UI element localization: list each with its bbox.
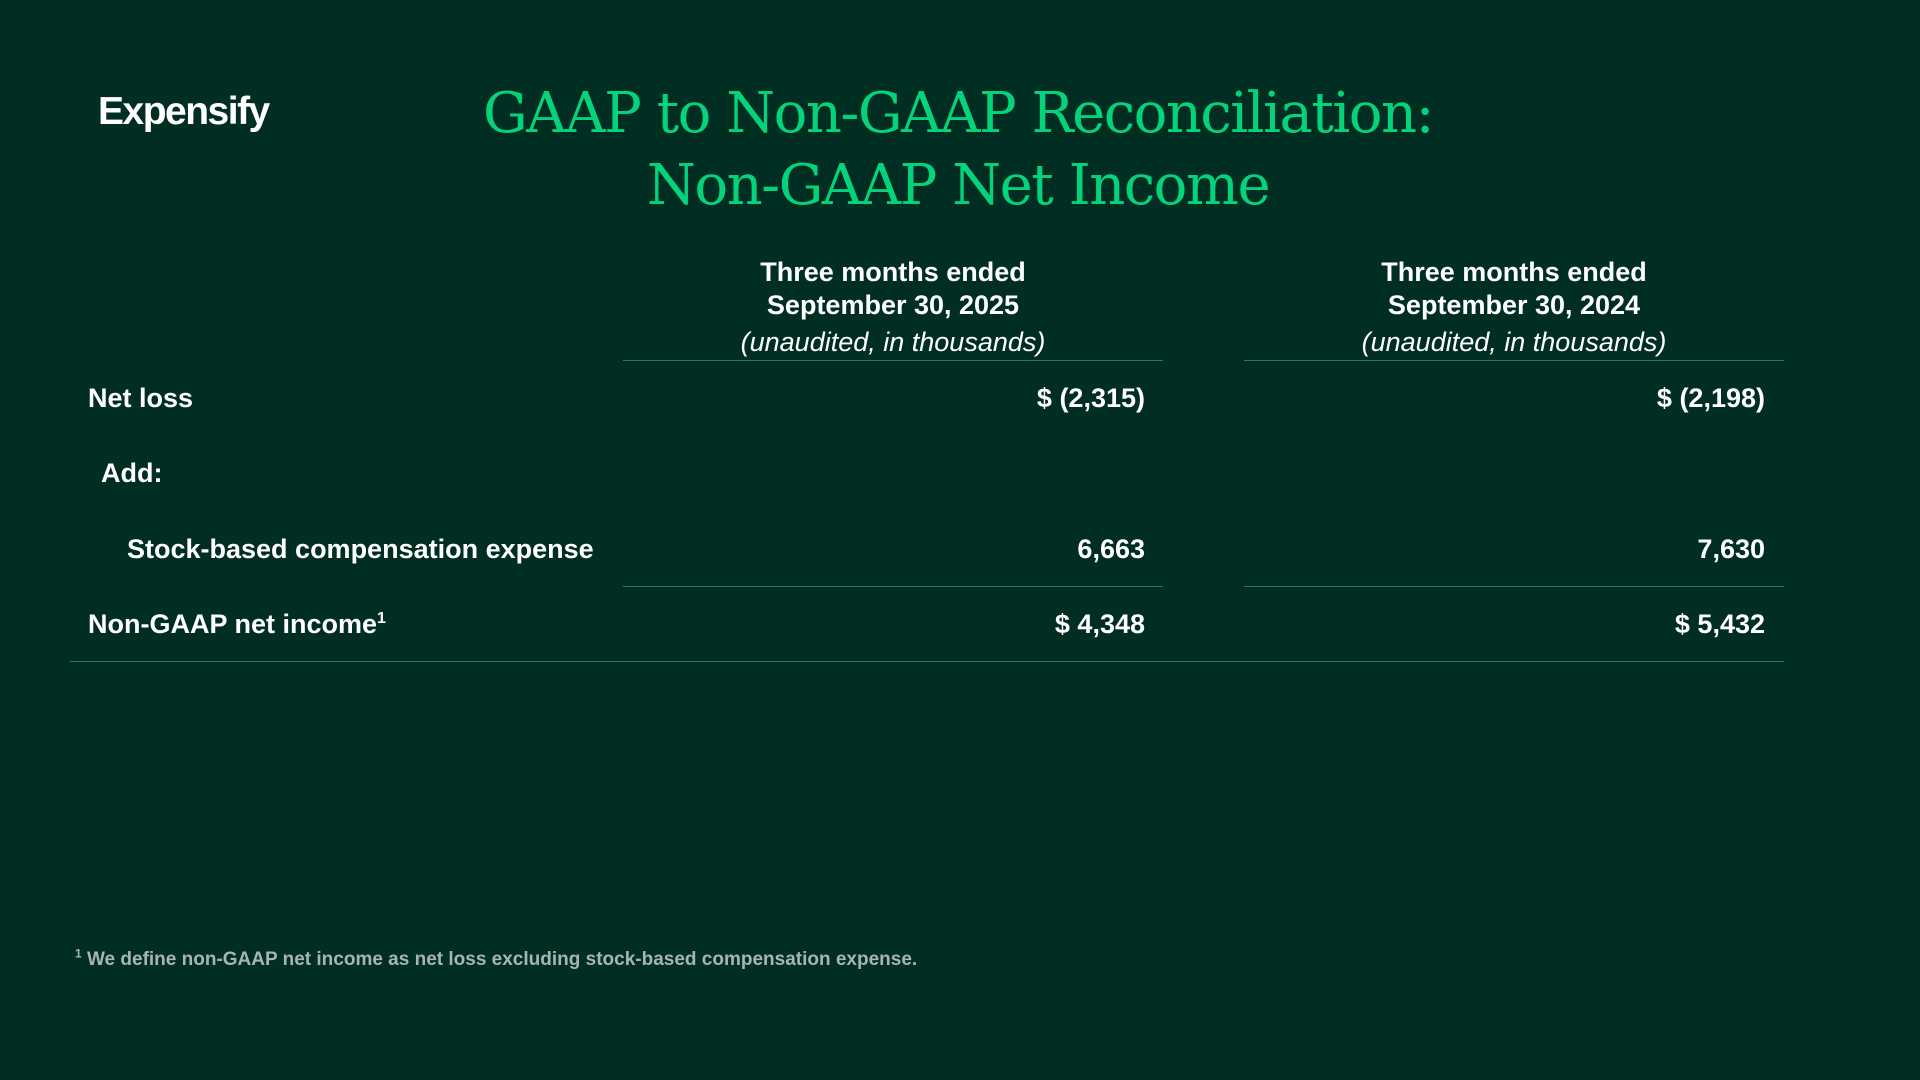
title-line-1: GAAP to Non-GAAP Reconciliation: [483, 81, 1433, 146]
value-non-gaap-net-income-2024: $ 5,432 [1674, 609, 1765, 639]
value-non-gaap-net-income-2025: $ 4,348 [1054, 609, 1145, 639]
subtotal-divider [1244, 586, 1784, 587]
column-header-divider [1244, 360, 1784, 361]
value-sbc-2025: 6,663 [1077, 534, 1145, 564]
expensify-logo: Expensify [98, 90, 269, 133]
column-period-line-1: Three months ended [1381, 257, 1647, 287]
column-period-line-2: September 30, 2024 [1387, 290, 1641, 320]
footnote-marker: 1 [377, 610, 386, 627]
column-unit-note: (unaudited, in thousands) [740, 327, 1046, 357]
column-period-line-2: September 30, 2025 [766, 290, 1020, 320]
value-net-loss-2024: $ (2,198) [1656, 383, 1765, 413]
row-label-text: Non-GAAP net income [88, 609, 378, 639]
column-header-2024 [1244, 256, 1784, 359]
column-period-line-1: Three months ended [760, 257, 1026, 287]
row-label-add: Add: [101, 458, 163, 488]
row-label-non-gaap-net-income [88, 607, 386, 641]
column-header-2025 [623, 256, 1163, 359]
row-label-net-loss: Net loss [88, 383, 194, 413]
title-line-2: Non-GAAP Net Income [646, 153, 1270, 218]
row-label-stock-based-compensation: Stock-based compensation expense [127, 534, 594, 564]
value-sbc-2024: 7,630 [1697, 534, 1765, 564]
page-title [360, 78, 1556, 222]
column-header-divider [623, 360, 1163, 361]
footnote [75, 948, 917, 972]
value-net-loss-2025: $ (2,315) [1036, 383, 1145, 413]
footnote-text: We define non-GAAP net income as net loss excluding stock-based compensation expense. [81, 949, 918, 970]
subtotal-divider [623, 586, 1163, 587]
table-bottom-divider [70, 661, 1784, 662]
column-unit-note: (unaudited, in thousands) [1361, 327, 1667, 357]
footnote-marker: 1 [75, 946, 82, 961]
